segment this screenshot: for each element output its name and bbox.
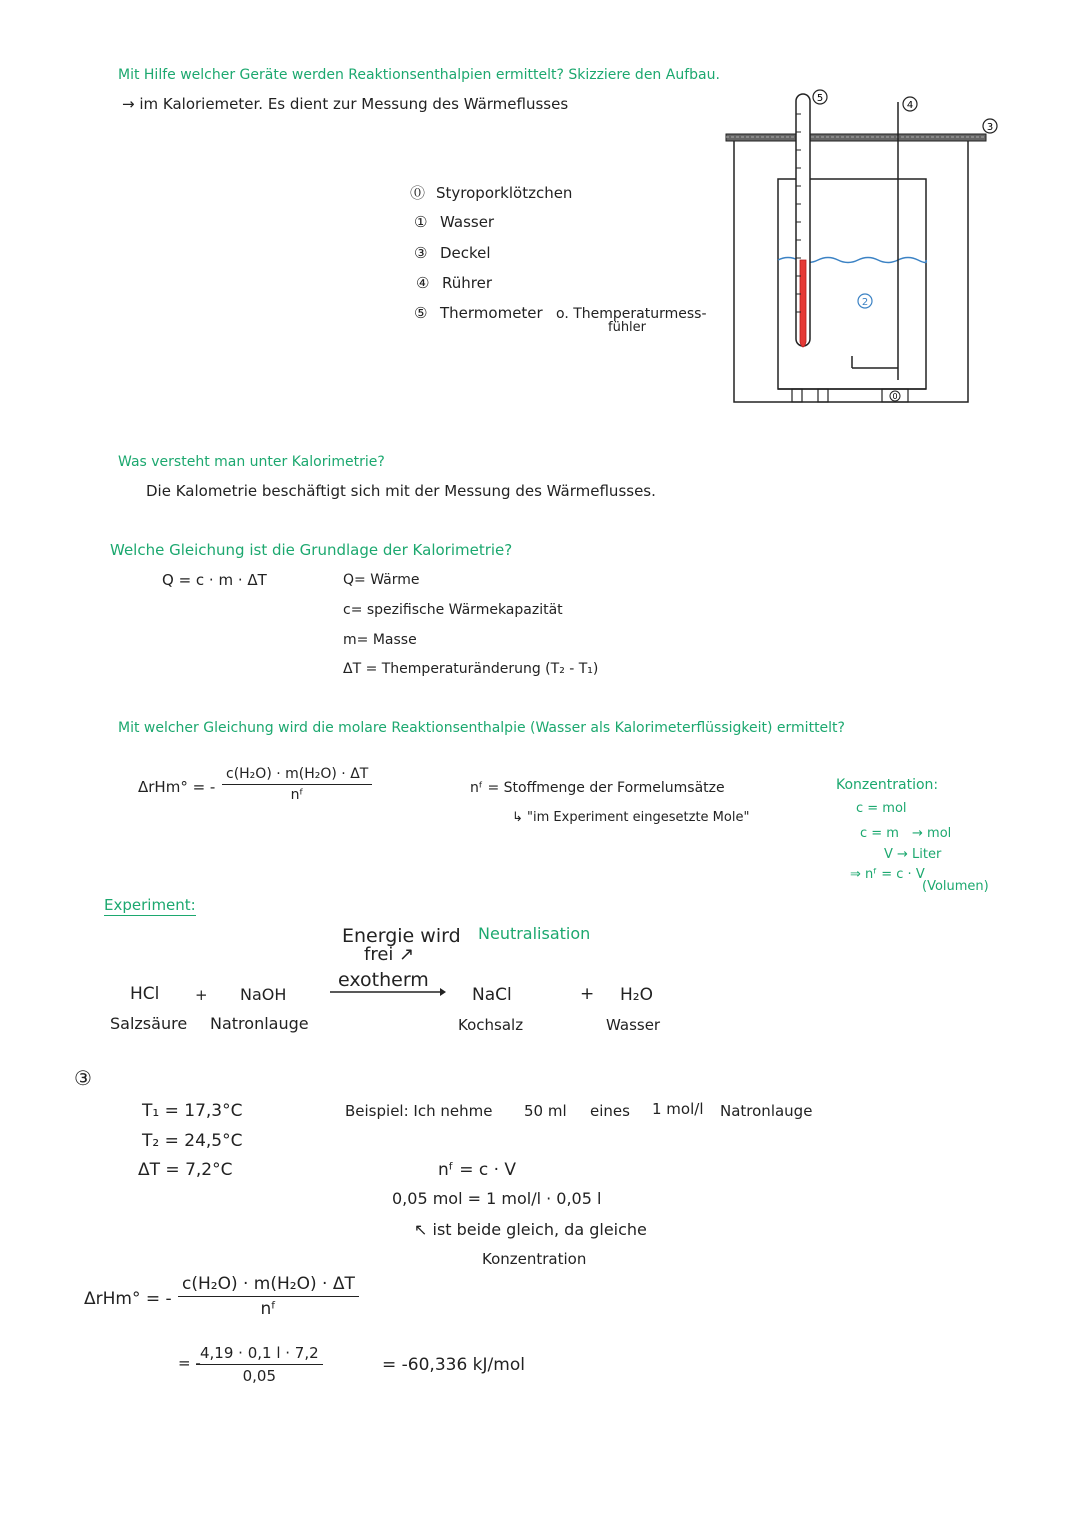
temperature-t1: T₁ = 17,3°C — [142, 1101, 243, 1121]
final-denominator-2: 0,05 — [242, 1367, 277, 1385]
final-denominator: nᶠ — [260, 1299, 277, 1319]
product-nacl-name: Kochsalz — [458, 1016, 524, 1034]
answer-calorimeter: → im Kaloriemeter. Es dient zur Messung des Wärmeflusses — [122, 95, 569, 113]
final-lhs: ΔrHm° = - — [84, 1289, 172, 1309]
nf-definition: nᶠ = Stoffmenge der Formelumsätze — [470, 780, 725, 796]
legend-item-4: ⑤ — [414, 304, 428, 322]
plus-reactants: + — [195, 986, 208, 1004]
reactant-naoh-name: Natronlauge — [210, 1014, 309, 1033]
example-text-a: Beispiel: Ich nehme — [345, 1102, 493, 1120]
calc-values: 0,05 mol = 1 mol/l · 0,05 l — [392, 1189, 602, 1208]
nf-note: ↳ "im Experiment eingesetzte Mole" — [512, 810, 750, 825]
example-text-d: Natronlauge — [720, 1102, 813, 1120]
question-apparatus: Mit Hilfe welcher Geräte werden Reaktionsenthalpien ermittelt? Skizziere den Aufbau. — [118, 67, 720, 83]
legend-label-2: Deckel — [440, 244, 491, 262]
legend-label-3: Rührer — [442, 274, 492, 292]
concentration-line2b: → mol — [912, 826, 952, 841]
calc-nf: nᶠ = c · V — [438, 1160, 517, 1180]
legend-item-1: ① — [414, 213, 428, 231]
label-thermometer: 5 — [816, 93, 824, 104]
reactant-hcl-name: Salzsäure — [110, 1014, 188, 1033]
calc-note-2: Konzentration — [482, 1250, 587, 1268]
final-fraction — [178, 1274, 359, 1319]
label-stirrer: 4 — [906, 100, 914, 111]
mercury — [800, 260, 806, 347]
temperature-dt: ΔT = 7,2°C — [138, 1160, 233, 1180]
legend-item-2: ③ — [414, 244, 428, 262]
product-nacl: NaCl — [472, 985, 512, 1005]
equation-q: Q = c · m · ΔT — [162, 571, 267, 589]
legend-label-0: Styroporklötzchen — [436, 184, 573, 202]
question-equation: Welche Gleichung ist die Grundlage der Kalorimetrie? — [110, 541, 513, 559]
legend-item-3: ④ — [416, 274, 430, 292]
final-result: = -60,336 kJ/mol — [382, 1355, 525, 1375]
exotherm-label: exotherm — [338, 969, 429, 991]
def-c: c= spezifische Wärmekapazität — [343, 602, 563, 618]
example-text-b: 50 ml — [524, 1102, 567, 1120]
concentration-line1: c = mol — [856, 801, 907, 816]
reactant-naoh: NaOH — [240, 985, 287, 1004]
formula-fraction — [222, 766, 372, 803]
legend-item-0: ⓪ — [410, 184, 426, 202]
final-lhs-2: = - — [178, 1354, 201, 1372]
concentration-line4: ⇒ nᶠ = c · V — [850, 867, 925, 882]
label-water: 2 — [861, 297, 869, 308]
example-conc: 1 mol/l — [652, 1100, 704, 1118]
formula-lhs: ΔrHm° = - — [138, 778, 216, 796]
def-dt: ΔT = Themperaturänderung (T₂ - T₁) — [343, 661, 599, 677]
outer-vessel — [734, 138, 968, 402]
answer-calorimetry: Die Kalometrie beschäftigt sich mit der Messung des Wärmeflusses. — [146, 482, 656, 500]
neutralisation-label: Neutralisation — [478, 924, 591, 943]
label-base: 0 — [892, 392, 898, 401]
plus-products: + — [580, 984, 595, 1004]
page-marker: ③ — [74, 1066, 92, 1090]
energy-line2: frei ↗ — [364, 944, 415, 965]
formula-numerator: c(H₂O) · m(H₂O) · ΔT — [222, 766, 372, 785]
product-h2o-name: Wasser — [606, 1016, 661, 1034]
styrofoam-block-mid — [818, 389, 828, 402]
temperature-t2: T₂ = 24,5°C — [142, 1131, 243, 1151]
label-lid: 3 — [986, 122, 994, 133]
legend-extra-line2: fühler — [608, 320, 647, 335]
reactant-hcl: HCl — [130, 984, 160, 1004]
question-molar-enthalpy: Mit welcher Gleichung wird die molare Reaktionsenthalpie (Wasser als Kalorimeterflüssigkeit) ermittelt? — [118, 720, 845, 736]
concentration-line2a: c = m — [860, 826, 899, 841]
styrofoam-block-left — [792, 389, 802, 402]
calorimeter-sketch — [720, 80, 1010, 410]
final-numerator: c(H₂O) · m(H₂O) · ΔT — [178, 1274, 359, 1297]
reaction-arrow — [328, 985, 448, 999]
def-m: m= Masse — [343, 632, 417, 648]
legend-extra-line1: o. Themperaturmess- — [556, 306, 707, 322]
calc-note: ↖ ist beide gleich, da gleiche — [414, 1220, 647, 1239]
def-q: Q= Wärme — [343, 572, 420, 588]
product-h2o: H₂O — [620, 985, 653, 1005]
question-calorimetry: Was versteht man unter Kalorimetrie? — [118, 454, 385, 470]
final-fraction-2 — [196, 1344, 323, 1385]
concentration-title: Konzentration: — [836, 777, 939, 793]
legend-label-4: Thermometer — [440, 304, 543, 322]
concentration-line5: (Volumen) — [922, 879, 989, 894]
energy-line1: Energie wird — [342, 925, 461, 947]
formula-denominator: nᶠ — [290, 787, 304, 803]
legend-label-1: Wasser — [440, 213, 495, 231]
concentration-line3: V → Liter — [884, 847, 942, 862]
experiment-heading: Experiment: — [104, 896, 196, 914]
example-text-c: eines — [590, 1102, 630, 1120]
final-numerator-2: 4,19 · 0,1 l · 7,2 — [196, 1344, 323, 1365]
